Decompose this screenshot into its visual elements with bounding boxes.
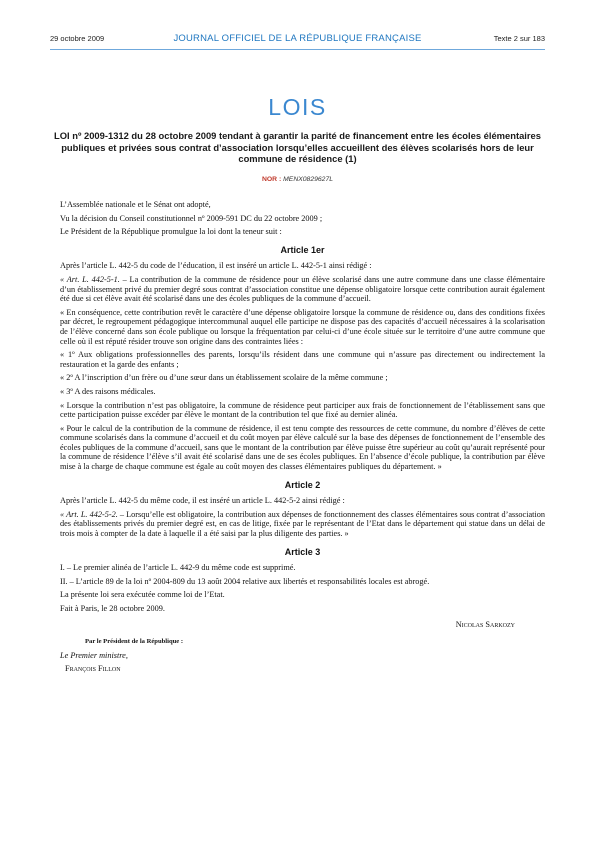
nor-reference [0,176,595,183]
execution-clause: La présente loi sera exécutée comme loi de l’Etat. [60,590,225,600]
preamble-line: Vu la décision du Conseil constitutionnel nº 2009-591 DC du 22 octobre 2009 ; [60,213,323,223]
preamble-line: Le Président de la République promulgue la loi dont la teneur suit : [60,227,282,237]
prime-minister-name: François Fillon [65,664,121,674]
article-1-para: « 1º Aux obligations professionnelles des parents, lorsqu’ils résident dans une commune qui n’assure pas directement ou indirectement la restauration et la garde des enfants ; [60,350,545,369]
text-number: Texte 2 sur 183 [493,34,545,43]
page-header [50,34,545,46]
article-1-para: « En conséquence, cette contribution revêt le caractère d’une dépense obligatoire lorsque la commune de résidence ou, dans des conditions fixées par décret, le regroupement pédagogique intercommunal auquel elle participe ne dispose pas des capacités d’accueil nécessaires à la scolarisation de l’élève concerné dans son école publique ou lorsque la fréquentation par celui-ci d’une école située sur le territoire d’une autre commune que celle où il est réputé résider trouve son origine dans des contraintes liées : [60,307,545,346]
article-1-para [60,275,545,304]
article-text: – La contribution de la commune de résidence pour un élève scolarisé dans une autre commune dans une classe élémentaire d’un établissement privé du premier degré sous contrat d’association constitue une dépense obligatoire lorsque cette contribution aurait également été due si cet élève avait été scolarisé dans une des écoles publiques de la commune d’accueil. [60,274,545,304]
header-rule [50,49,545,50]
nor-label: NOR : [261,176,282,183]
article-2-intro: Après l’article L. 442-5 du même code, il est inséré un article L. 442-5-2 ainsi rédigé : [60,496,345,506]
article-3-para: I. – Le premier alinéa de l’article L. 442-9 du même code est supprimé. [60,563,296,573]
article-2-title: Article 2 [284,479,321,490]
countersign-intro: Par le Président de la République : [85,638,184,646]
prime-minister-title: Le Premier ministre, [60,650,128,660]
issue-date: 29 octobre 2009 [50,34,105,43]
law-title: LOI nº 2009-1312 du 28 octobre 2009 tendant à garantir la parité de financement entre les écoles élémentaires publiques et privées sous contrat d’association lorsqu’elles accueillent des élèves scolarisés hors de leur commune de résidence (1) [54,130,541,165]
done-at: Fait à Paris, le 28 octobre 2009. [60,604,165,613]
article-ref: « Art. L. 442-5-1. [60,274,120,284]
article-3-title: Article 3 [284,546,321,557]
journal-name: JOURNAL OFFICIEL DE LA RÉPUBLIQUE FRANÇAISE [173,33,422,44]
article-1-para: « Pour le calcul de la contribution de la commune de résidence, il est tenu compte des ressources de cette commune, du nombre d’élèves de cette commune scolarisés dans la commune d’accueil et du coût moyen par élève calculé sur la base des dépenses de fonctionnement de l’ensemble des écoles publiques de la commune d’accueil, sans que le montant de la contribution par élève puisse être supérieur au coût qu’aurait représenté pour la commune de résidence l’élève s’il avait été scolarisé dans une de ses écoles publiques. En l’absence d’école publique, la contribution par élève mise à la charge de chaque commune est égale au coût moyen des classes élémentaires publiques du département. » [60,423,545,472]
article-text: – Lorsqu’elle est obligatoire, la contribution aux dépenses de fonctionnement des classes élémentaires sous contrat d’association des établissements privés du premier degré est, en cas de litige, fixée par le représentant de l’Etat dans le département qui statue dans un délai de trois mois à compter de la date à laquelle il a été saisi par la plus diligente des parties. » [60,509,545,539]
article-1-para: « 3º A des raisons médicales. [60,386,156,396]
law-body [60,200,545,678]
section-title: LOIS [268,94,327,120]
article-ref: « Art. L. 442-5-2. [60,509,118,519]
preamble-line: L’Assemblée nationale et le Sénat ont adopté, [60,200,211,209]
article-1-para: « 2º A l’inscription d’un frère ou d’une sœur dans un établissement scolaire de la même commune ; [60,373,388,383]
article-1-intro: Après l’article L. 442-5 du code de l’éducation, il est inséré un article L. 442-5-1 ainsi rédigé : [60,261,372,271]
president-signature: Nicolas Sarkozy [455,619,515,629]
nor-value: MENX0829627L [283,176,334,183]
article-1-para: « Lorsque la contribution n’est pas obligatoire, la commune de résidence peut participer aux frais de fonctionnement de l’établissement sans que cette participation puisse excéder par élève le montant de la contribution tel que fixé au dernier alinéa. [60,400,545,420]
article-2-para [60,510,545,539]
article-1-title: Article 1er [280,244,325,255]
article-3-para: II. – L’article 89 de la loi nº 2004-809 du 13 août 2004 relative aux libertés et responsabilités locales est abrogé. [60,576,430,586]
